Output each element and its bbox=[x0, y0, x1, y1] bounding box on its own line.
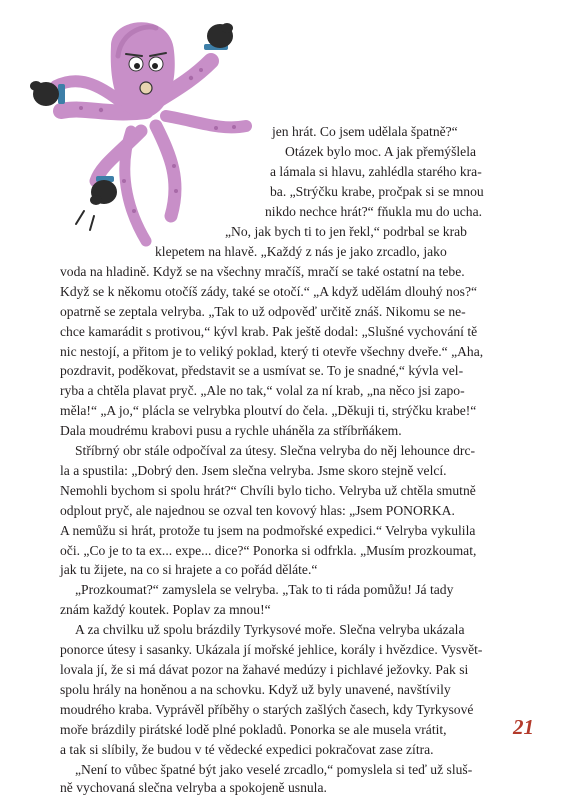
text-line: oči. „Co je to ta ex... expe... dice?“ Ponorka si odfrkla. „Musím prozkoumat, bbox=[60, 543, 477, 558]
text-line: pozdravit, poděkovat, představit se a usmívat se. To je snadné,“ kývla vel- bbox=[60, 363, 464, 378]
text-line: ponorce útesy i sasanky. Ukázala jí mořské jehlice, korály i hvězdice. Vysvět- bbox=[60, 642, 483, 657]
text-line: odplout pryč, ale najednou se ozval ten kovový hlas: „Jsem PONORKA. bbox=[60, 503, 455, 518]
text-line: Když se k někomu otočíš zády, také se otočí.“ „A když udělám dlouhý nos?“ bbox=[60, 284, 478, 299]
text-line: ba. „Strýčku krabe, pročpak si se mnou bbox=[270, 184, 484, 199]
text-line: lovala jí, že si má dávat pozor na žahavé medúzy i pichlavé ježovky. Pak si bbox=[60, 662, 469, 677]
glove-left bbox=[30, 81, 65, 106]
text-line: A za chvilku už spolu brázdily Tyrkysové moře. Slečna velryba ukázala bbox=[75, 622, 465, 637]
text-line: „Prozkoumat?“ zamyslela se velryba. „Tak to ti ráda pomůžu! Já tady bbox=[75, 582, 454, 597]
text-line: voda na hladině. Když se na všechny mračíš, mračí se také ostatní na tebe. bbox=[60, 264, 465, 279]
text-line: klepetem na hlavě. „Každý z nás je jako zrcadlo, jako bbox=[155, 244, 447, 259]
octopus-illustration bbox=[6, 6, 268, 250]
text-line: a tak si slíbily, že budou v té vědecké expedici pokračovat zase zítra. bbox=[60, 742, 434, 757]
text-line: „Není to vůbec špatné být jako veselé zrcadlo,“ pomyslela si teď už sluš- bbox=[75, 762, 473, 777]
text-line: „No, jak bych ti to jen řekl,“ podrbal se krab bbox=[225, 224, 467, 239]
text-line: Otázek bylo moc. A jak přemýšlela bbox=[285, 144, 477, 159]
text-line: jak tu žijete, na co si hrajete a co pořád děláte.“ bbox=[60, 562, 318, 577]
text-line: ně vychovaná slečna velryba a spokojeně usnula. bbox=[60, 780, 327, 795]
text-line: A nemůžu si hrát, protože tu jsem na podmořské expedici.“ Velryba vykulila bbox=[60, 523, 476, 538]
text-line: ryba a chtěla plavat pryč. „Ale no tak,“ volal za ní krab, „na něco jsi zapo- bbox=[60, 383, 465, 398]
text-line: Dala moudrému krabovi pusu a rychle uháněla za stříbrňákem. bbox=[60, 423, 402, 438]
text-line: spolu hrály na honěnou a na schovku. Když už byly unavené, navštívily bbox=[60, 682, 451, 697]
text-line: chce kamarádit s protivou,“ kývl krab. Pak ještě dodal: „Slušné vychování tě bbox=[60, 324, 478, 339]
text-line: znám každý koutek. Poplav za mnou!“ bbox=[60, 602, 271, 617]
text-line: opatrně se zeptala velryba. „Tak to už odpověď určitě znáš. Nikomu se ne- bbox=[60, 304, 466, 319]
text-line: Stříbrný obr stále odpočíval za útesy. Slečna velryba do něj lehounce drc- bbox=[75, 443, 475, 458]
text-line: a lámala si hlavu, zahlédla starého kra- bbox=[270, 164, 482, 179]
text-line: jen hrát. Co jsem udělala špatně?“ bbox=[272, 124, 458, 139]
text-line: nikdo nechce hrát?“ fňukla mu do ucha. bbox=[265, 204, 483, 219]
glove-bottom-left bbox=[76, 176, 117, 230]
glove-top-right bbox=[204, 23, 233, 50]
text-line: moudrého kraba. Vyprávěl příběhy o starých zašlých časech, kdy Tyrkysové bbox=[60, 702, 474, 717]
text-line: nic nestojí, a přitom je to veliký poklad, který ti otevře všechny dveře.“ „Aha, bbox=[60, 344, 484, 359]
text-line: moře brázdily pirátské lodě plné pokladů. Ponorka se ale musela vrátit, bbox=[60, 722, 447, 737]
text-line: la a spustila: „Dobrý den. Jsem slečna velryba. Jsme skoro stejně velcí. bbox=[60, 463, 447, 478]
page-number: 21 bbox=[513, 715, 534, 739]
text-line: Nemohli bychom si spolu hrát?“ Chvíli bylo ticho. Velryba už chtěla smutně bbox=[60, 483, 476, 498]
text-line: měla!“ „A jo,“ plácla se velrybka ploutví do čela. „Děkuji ti, strýčku krabe!“ bbox=[60, 403, 477, 418]
